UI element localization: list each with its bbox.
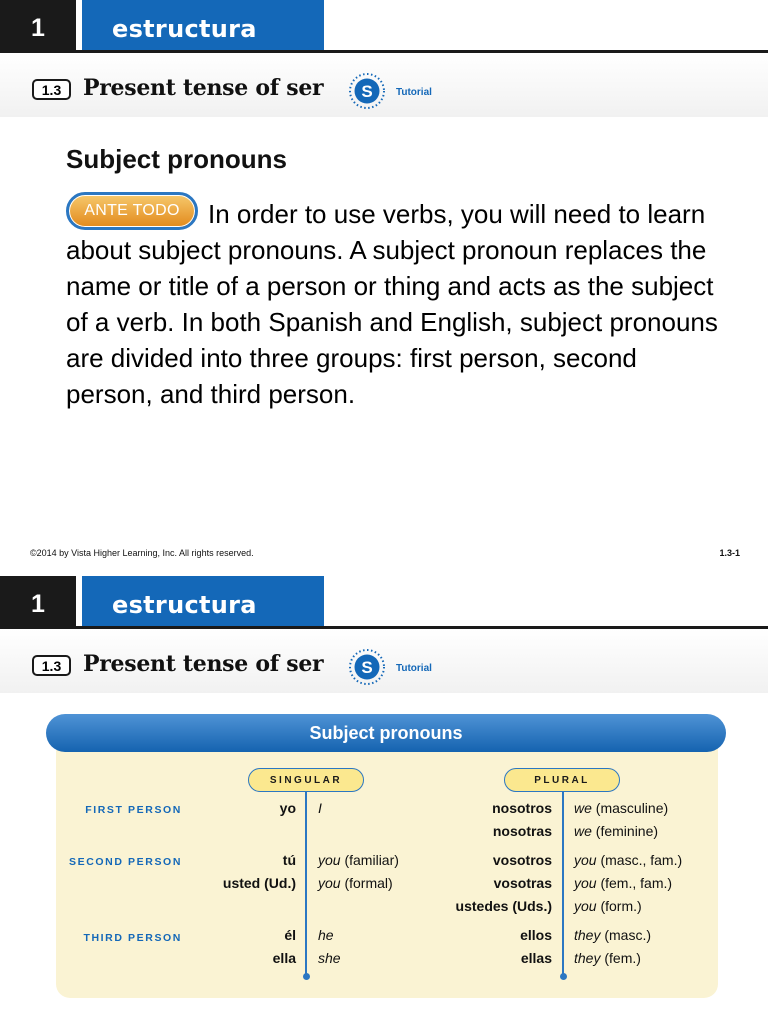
- section-row: [0, 629, 768, 693]
- plural-es-cell: ellos: [520, 927, 552, 943]
- plural-divider-line: [562, 792, 564, 976]
- section-title-verb: ser: [286, 75, 324, 101]
- chapter-number: 1: [0, 0, 76, 52]
- chapter-number: 1: [0, 576, 76, 628]
- subject-pronouns-heading: Subject pronouns: [66, 144, 287, 174]
- singular-en-cell: [318, 926, 334, 944]
- plural-en-note: (masculine): [595, 800, 669, 816]
- singular-en-cell: [318, 874, 393, 892]
- plural-en-word: you: [574, 875, 597, 891]
- singular-es-cell: tú: [282, 852, 296, 868]
- plural-es-cell: vosotros: [492, 852, 552, 868]
- plural-en-note: (form.): [600, 898, 642, 914]
- tutorial-icon-letter: S: [361, 82, 373, 101]
- section-title-prefix: Present tense of: [83, 651, 287, 677]
- plural-es-cell: nosotros: [492, 800, 552, 816]
- ante-todo-badge: ANTE TODO: [66, 192, 198, 230]
- plural-en-note: (masc.): [604, 927, 652, 943]
- plural-divider-dot: [560, 973, 567, 980]
- singular-column-pill: SINGULAR: [248, 768, 364, 792]
- singular-en-note: (familiar): [344, 852, 399, 868]
- person-label-first: FIRST PERSON: [85, 804, 182, 816]
- singular-es-cell: ella: [272, 950, 296, 966]
- singular-en-cell: [318, 949, 341, 967]
- singular-en-word: he: [318, 927, 334, 943]
- plural-en-word: you: [574, 852, 597, 868]
- plural-en-note: (masc., fam.): [600, 852, 683, 868]
- singular-en-word: she: [318, 950, 341, 966]
- page-number: 1.3-1: [719, 548, 740, 558]
- plural-en-cell: [574, 874, 672, 892]
- singular-divider-line: [305, 792, 307, 976]
- singular-en-word: I: [318, 800, 322, 816]
- plural-en-word: you: [574, 898, 597, 914]
- pronoun-table-title: Subject pronouns: [46, 714, 726, 752]
- section-title-verb: ser: [286, 651, 324, 677]
- plural-en-word: they: [574, 950, 601, 966]
- singular-en-cell: [318, 799, 322, 817]
- copyright-text: ©2014 by Vista Higher Learning, Inc. All rights reserved.: [30, 548, 254, 558]
- intro-paragraph-text: In order to use verbs, you will need to learn about subject pronouns. A subject pronoun replaces the name or title of a person or thing and acts as the subject of a verb. In both Spanish and English, subject pronouns are divided into three groups: first person, second person, and third person.: [66, 199, 718, 409]
- tutorial-s-icon[interactable]: [348, 648, 386, 686]
- section-number-badge: 1.3: [32, 79, 71, 100]
- singular-en-cell: [318, 851, 399, 869]
- singular-es-cell: yo: [279, 800, 296, 816]
- plural-en-cell: [574, 897, 642, 915]
- singular-en-word: you: [318, 875, 341, 891]
- plural-en-cell: [574, 822, 658, 840]
- chapter-title: estructura: [82, 576, 324, 628]
- plural-es-cell: ustedes (Uds.): [455, 898, 552, 914]
- singular-es-cell: él: [284, 927, 296, 943]
- chapter-title: estructura: [82, 0, 324, 52]
- singular-en-word: you: [318, 852, 341, 868]
- intro-paragraph: [66, 196, 726, 412]
- plural-en-note: (feminine): [595, 823, 659, 839]
- plural-en-word: they: [574, 927, 601, 943]
- plural-en-note: (fem.): [604, 950, 641, 966]
- plural-en-word: we: [574, 800, 592, 816]
- plural-column-pill: PLURAL: [504, 768, 620, 792]
- tutorial-label[interactable]: Tutorial: [396, 663, 432, 674]
- tutorial-label[interactable]: Tutorial: [396, 87, 432, 98]
- section-title: [83, 75, 323, 101]
- plural-en-note: (fem., fam.): [600, 875, 673, 891]
- singular-divider-dot: [303, 973, 310, 980]
- plural-en-cell: [574, 799, 668, 817]
- section-title-prefix: Present tense of: [83, 75, 287, 101]
- tutorial-icon-letter: S: [361, 658, 373, 677]
- person-label-third: THIRD PERSON: [83, 932, 182, 944]
- section-number-badge: 1.3: [32, 655, 71, 676]
- section-title: [83, 651, 323, 677]
- plural-es-cell: nosotras: [492, 823, 552, 839]
- plural-es-cell: vosotras: [493, 875, 552, 891]
- plural-en-cell: [574, 949, 641, 967]
- plural-es-cell: ellas: [520, 950, 552, 966]
- plural-en-word: we: [574, 823, 592, 839]
- tutorial-s-icon[interactable]: [348, 72, 386, 110]
- singular-en-note: (formal): [344, 875, 393, 891]
- section-row: [0, 53, 768, 117]
- plural-en-cell: [574, 926, 651, 944]
- slide-2: [0, 576, 768, 1024]
- singular-es-cell: usted (Ud.): [222, 875, 296, 891]
- person-label-second: SECOND PERSON: [69, 856, 182, 868]
- plural-en-cell: [574, 851, 682, 869]
